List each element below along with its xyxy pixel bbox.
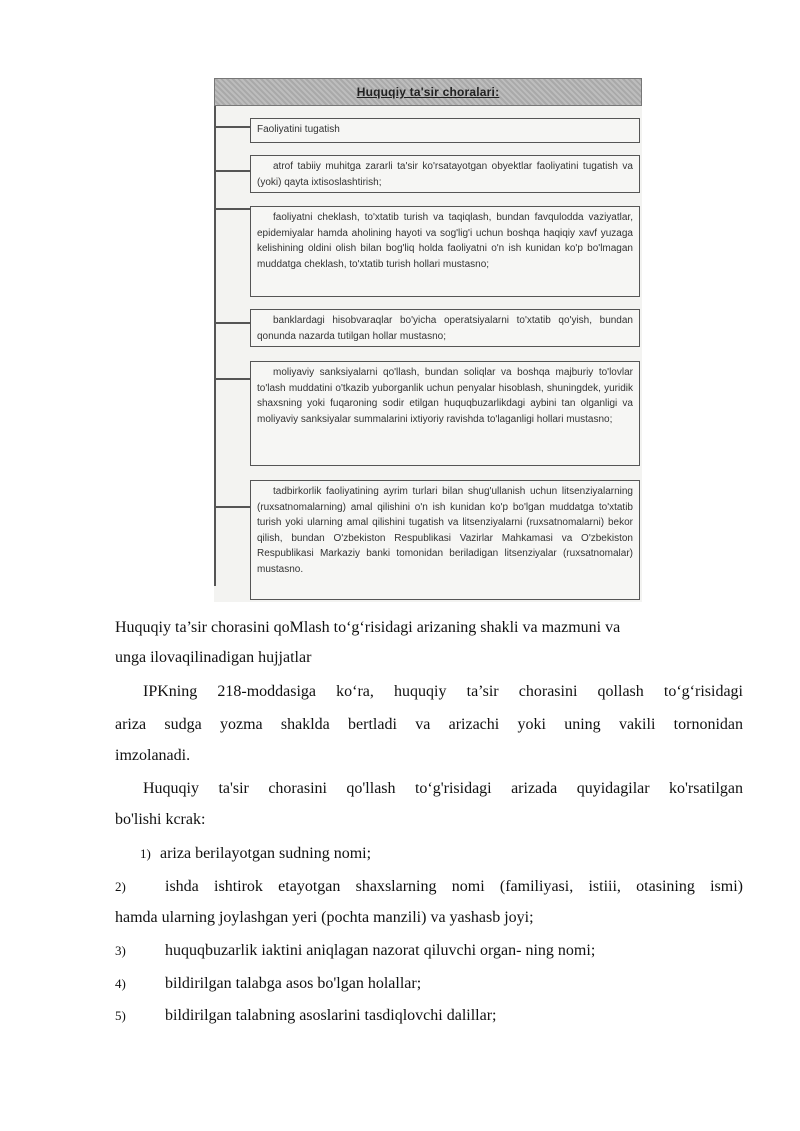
list-item-text: ariza berilayotgan sudning nomi;: [160, 845, 372, 862]
list-item-text: ishda ishtirok etayotgan shaxslarning nomi (familiyasi, istiii, otasining ismi): [165, 878, 743, 895]
diagram-box-5: moliyaviy sanksiyalarni qo'llash, bundan soliqlar va boshqa majburiy to'lovlar to'lash muddatini o'tkazib yuborganlik uchun penyalar hisoblash, shuningdek, yuridik shaxsning yoki fuqaroning sodir etilgan huquqbuzarlikdagi aybini tan olganligi va moliyaviy sanksiyalar summalarini ixtiyoriy ravishda to'laganligi hollari mustasno;: [250, 361, 640, 466]
diagram-branch-line: [214, 170, 250, 172]
diagram-box-3: faoliyatni cheklash, to'xtatib turish va taqiqlash, bundan favqulodda vaziyatlar, epidemiyalar hamda aholining hayoti va sog'lig'i uchun boshqa haqiqiy xavf yuzaga kelishining oldini olish bilan bog'liq holda faoliyatni o'n ish kunidan ko'p bo'lmagan muddatga cheklash, to'xtatib turish hollari mustasno;: [250, 206, 640, 297]
diagram-branch-line: [214, 322, 250, 324]
list-item-number: 2): [115, 879, 126, 894]
diagram-box-1: Faoliyatini tugatish: [250, 118, 640, 143]
diagram-box-4: banklardagi hisobvaraqlar bo'yicha operatsiyalarni to'xtatib qo'yish, bundan qonunda nazarda tutilgan hollar mustasno;: [250, 309, 640, 347]
paragraph-1-line-2: ariza sudga yozma shaklda bertladi va arizachi yoki uning vakili tornonidan: [115, 716, 743, 733]
list-item-number: 1): [140, 846, 151, 861]
diagram-branch-line: [214, 208, 250, 210]
section-heading-line-2: unga ilovaqilinadigan hujjatlar: [115, 649, 312, 666]
list-item-number: 4): [115, 976, 126, 991]
diagram-branch-line: [214, 506, 250, 508]
paragraph-1-line-1: IPKning 218-moddasiga ko‘ra, huquqiy ta’sir chorasini qollash to‘g‘risidagi: [143, 683, 743, 700]
diagram-branch-line: [214, 378, 250, 380]
paragraph-1-line-3: imzolanadi.: [115, 747, 191, 764]
list-item-text: bildirilgan talabning asoslarini tasdiqlovchi dalillar;: [165, 1007, 497, 1024]
diagram-trunk-line: [214, 106, 216, 586]
paragraph-2-line-1: Huquqiy ta'sir chorasini qo'llash to‘g'risidagi arizada quyidagilar ko'rsatilgan: [143, 780, 743, 797]
section-heading-line-1: Huquqiy ta’sir chorasini qoMlash to‘g‘risidagi arizaning shakli va mazmuni va: [115, 619, 621, 636]
list-item-number: 5): [115, 1008, 126, 1023]
list-item-text: huquqbuzarlik iaktini aniqlagan nazorat qiluvchi organ- ning nomi;: [165, 942, 596, 959]
list-item-text: bildirilgan talabga asos bo'lgan holallar;: [165, 975, 422, 992]
diagram-box-6: tadbirkorlik faoliyatining ayrim turlari bilan shug'ullanish uchun litsenziyalarning (ruxsatnomalarning) amal qilishini o'n ish kunidan ko'p bo'lgan muddatga to'xtatib turish yoki ularning amal qilishini tugatish va litsenziyalarni (ruxsatnomalarni) bekor qilish, bundan O'zbekiston Respublikasi Vazirlar Mahkamasi va O'zbekiston Respublikasi Markaziy banki tomonidan beriladigan litsenziyalar (ruxsatnomalar) mustasno.: [250, 480, 640, 600]
diagram-title: Huquqiy ta'sir choralari:: [356, 85, 500, 99]
diagram-box-2: atrof tabiiy muhitga zararli ta'sir ko'rsatayotgan obyektlar faoliyatini tugatish va (yoki) qayta ixtisoslashtirish;: [250, 155, 640, 193]
diagram-branch-line: [214, 126, 250, 128]
legal-measures-diagram: [214, 78, 642, 602]
diagram-header: [214, 78, 642, 106]
list-item-text-continued: hamda ularning joylashgan yeri (pochta manzili) va yashasb joyi;: [115, 909, 534, 926]
list-item-number: 3): [115, 943, 126, 958]
paragraph-2-line-2: bo'lishi kcrak:: [115, 811, 206, 828]
